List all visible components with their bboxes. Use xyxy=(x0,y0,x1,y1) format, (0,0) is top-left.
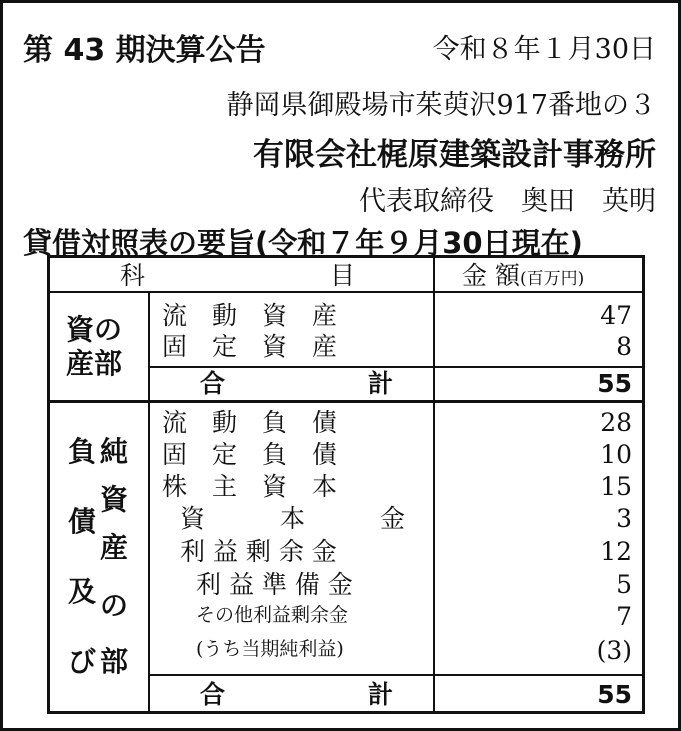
liab-row-label: 流 動 負 債 xyxy=(162,408,338,437)
header-amount xyxy=(462,263,584,288)
liab-side-col1: 債 xyxy=(68,505,97,538)
asset-row-label: 固 定 資 産 xyxy=(162,332,338,361)
liab-total-label-2: 計 xyxy=(368,680,394,709)
liab-total-divider xyxy=(148,674,642,676)
liab-side-col2: 産 xyxy=(100,531,129,564)
header-amount-label: 金 額 xyxy=(462,261,520,290)
liab-row-label: 利 益 剰 余 金 xyxy=(180,537,337,566)
balance-sheet-table xyxy=(47,255,645,714)
liab-row-label: その他利益剰余金 xyxy=(196,604,349,626)
liab-side-col2: 資 xyxy=(100,483,129,516)
assets-side-label-2: 産部 xyxy=(66,347,123,380)
liab-row-value: 28 xyxy=(600,408,632,437)
section-divider xyxy=(50,400,642,403)
assets-subtotal-divider xyxy=(148,366,642,368)
amount-column-divider xyxy=(433,258,435,711)
assets-total-label-2: 計 xyxy=(368,369,394,398)
liab-side-col2: 純 xyxy=(100,435,129,468)
liab-side-col1: び xyxy=(68,645,97,678)
liab-total-label-1: 合 xyxy=(200,680,226,709)
assets-total-value: 55 xyxy=(597,369,632,398)
liab-row-value: 10 xyxy=(600,440,632,469)
header-unit: (百万円) xyxy=(519,269,585,289)
representative: 代表取締役 奥田 英明 xyxy=(359,186,656,217)
liab-row-label: 資 本 金 xyxy=(180,504,406,533)
liab-row-value: 5 xyxy=(616,570,632,599)
asset-row-value: 8 xyxy=(616,332,632,361)
notice-title: 第 43 期決算公告 xyxy=(23,33,266,68)
assets-side-label-1: 資の xyxy=(66,313,123,346)
liab-total-value: 55 xyxy=(597,680,632,709)
summary-title: 貸借対照表の要旨(令和７年９月30日現在) xyxy=(23,226,583,260)
liab-row-value: 12 xyxy=(600,537,632,566)
liab-side-col1: 負 xyxy=(68,435,97,468)
label-column-divider xyxy=(148,293,150,711)
liab-row-value: 7 xyxy=(616,602,632,631)
header-subject-1: 科 xyxy=(120,261,146,290)
asset-row-label: 流 動 資 産 xyxy=(162,301,338,330)
header-subject-2: 目 xyxy=(330,261,356,290)
company-address: 静岡県御殿場市茱萸沢917番地の３ xyxy=(226,90,656,121)
liab-row-value: (3) xyxy=(596,636,632,665)
assets-total-label-1: 合 xyxy=(200,369,226,398)
liab-row-label: 固 定 負 債 xyxy=(162,440,338,469)
liab-side-col2: 部 xyxy=(100,645,129,678)
liab-row-value: 3 xyxy=(616,504,632,533)
liab-row-label: 利 益 準 備 金 xyxy=(196,570,353,599)
asset-row-value: 47 xyxy=(600,301,632,330)
liab-row-label: (うち当期純利益) xyxy=(196,638,344,660)
liab-side-col2: の xyxy=(100,589,129,622)
liab-side-col1: 及 xyxy=(68,575,97,608)
liab-row-label: 株 主 資 本 xyxy=(162,472,338,501)
liab-row-value: 15 xyxy=(600,472,632,501)
company-name: 有限会社梶原建築設計事務所 xyxy=(253,137,656,173)
notice-date: 令和８年１月30日 xyxy=(432,34,656,65)
header-divider xyxy=(50,291,642,293)
